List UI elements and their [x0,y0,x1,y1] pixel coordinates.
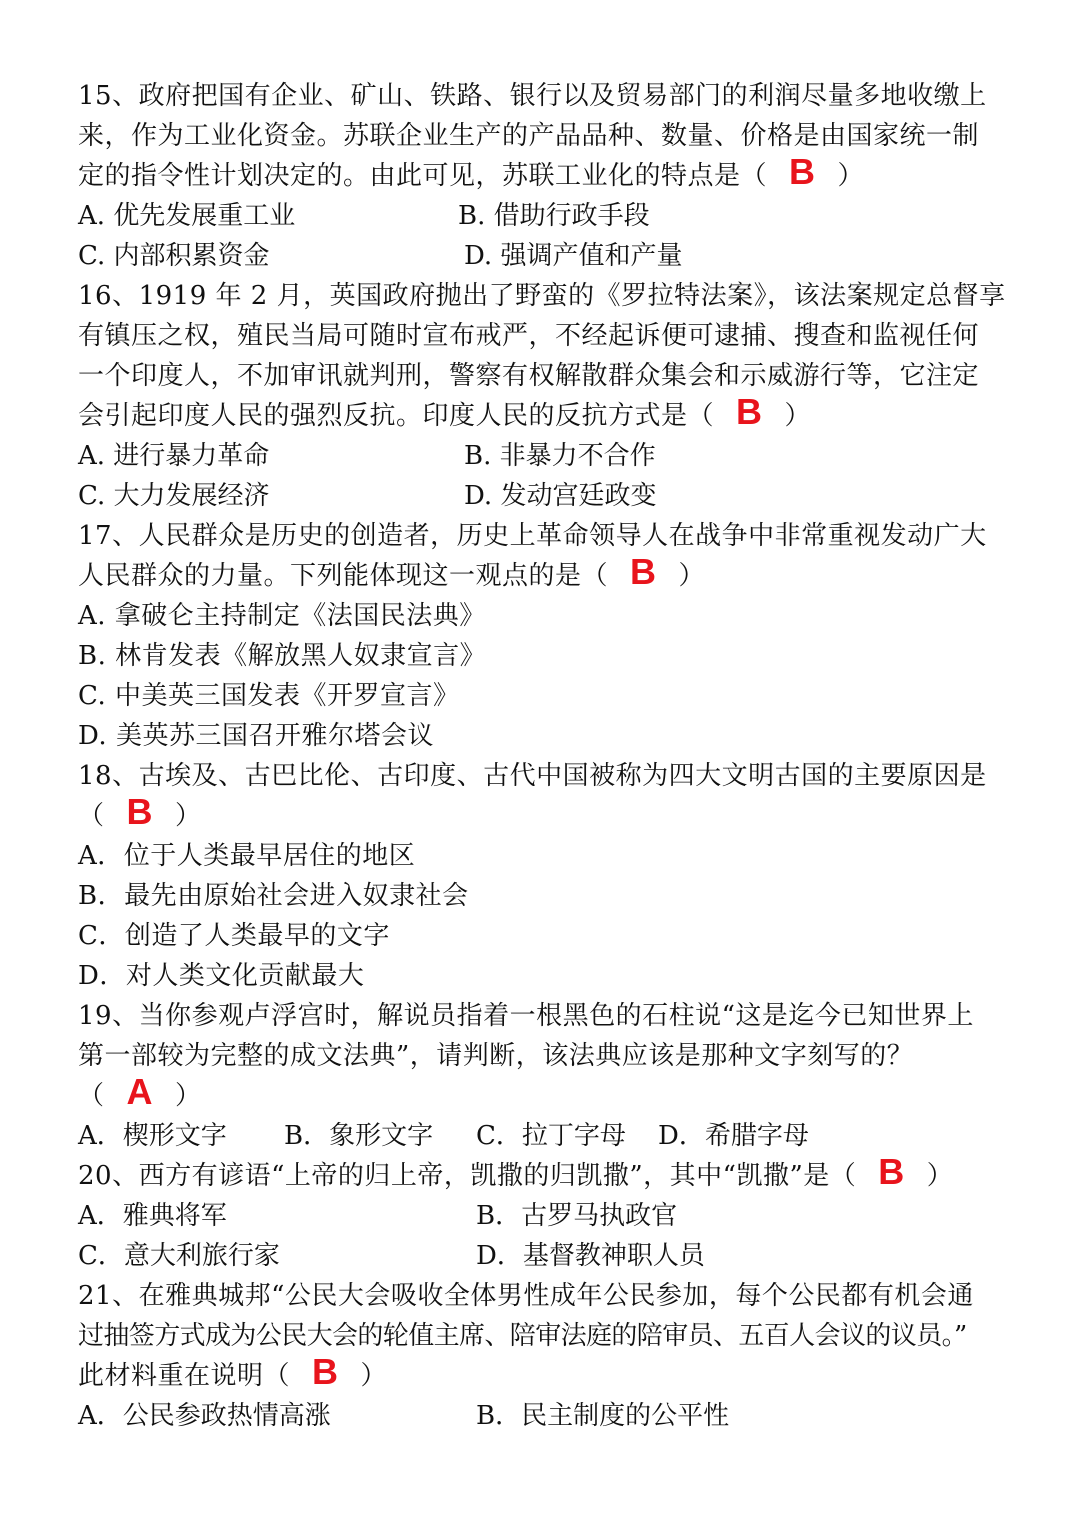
option-a: A．公民参政热情高涨 [78,1401,331,1431]
answer-mark: B [312,1351,339,1392]
option-d: D．对人类文化贡献最大 [78,961,365,991]
question-21 [78,1276,1020,1436]
answer-mark: B [736,391,763,432]
options-row [78,1116,1020,1156]
question-text-line: 18、古埃及、古巴比伦、古印度、古代中国被称为四大文明古国的主要原因是 [78,761,987,791]
option-a: A. 拿破仑主持制定《法国民法典》 [78,601,486,631]
option-b: B．象形文字 [284,1121,434,1151]
answer-mark: B [878,1151,905,1192]
question-text-line: 定的指令性计划决定的。由此可见，苏联工业化的特点是（ B ） [78,151,865,192]
options-row [78,236,1020,276]
options-row [78,476,1020,516]
question-18 [78,756,1020,996]
option-c: C. 中美英三国发表《开罗宣言》 [78,681,460,711]
option-c: C. 内部积累资金 [78,241,270,271]
option-a: A．雅典将军 [78,1201,227,1231]
option-d: D. 发动宫廷政变 [464,481,657,511]
question-text-line: 第一部较为完整的成文法典”，请判断，该法典应该是那种文字刻写的？ [78,1041,914,1071]
option-c: C. 大力发展经济 [78,481,270,511]
option-b: B. 非暴力不合作 [464,441,656,471]
option-a: A. 优先发展重工业 [78,201,296,231]
options-row [78,1236,1020,1276]
option-c: C．创造了人类最早的文字 [78,921,390,951]
answer-mark: B [789,151,816,192]
answer-mark: A [126,1071,154,1112]
options-row [78,1196,1020,1236]
question-text-line: 20、西方有谚语“上帝的归上帝，凯撒的归凯撒”，其中“凯撒”是（ B ） [78,1151,954,1192]
option-d: D. 强调产值和产量 [464,241,683,271]
option-b: B. 林肯发表《解放黑人奴隶宣言》 [78,641,487,671]
question-text-line: 来，作为工业化资金。苏联企业生产的产品品种、数量、价格是由国家统一制 [78,121,980,151]
question-text-line: （ A ） [78,1071,202,1112]
question-text-line: （ B ） [78,791,202,832]
question-text-line: 19、当你参观卢浮宫时，解说员指着一根黑色的石柱说“这是迄今已知世界上 [78,1001,974,1031]
question-17 [78,516,1020,756]
question-text-line: 有镇压之权，殖民当局可随时宣布戒严，不经起诉便可逮捕、搜查和监视任何 [78,321,980,351]
question-text-line: 人民群众的力量。下列能体现这一观点的是（ B ） [78,551,706,592]
option-d: D. 美英苏三国召开雅尔塔会议 [78,721,434,751]
question-text-line: 一个印度人，不加审讯就判刑，警察有权解散群众集会和示威游行等，它注定 [78,361,980,391]
question-text-line: 过抽签方式成为公民大会的轮值主席、陪审法庭的陪审员、五百人会议的议员。” [78,1321,967,1351]
options-row [78,196,1020,236]
answer-mark: B [126,791,154,832]
option-b: B．民主制度的公平性 [476,1401,730,1431]
option-a: A. 进行暴力革命 [78,441,270,471]
question-text-line: 21、在雅典城邦“公民大会吸收全体男性成年公民参加，每个公民都有机会通 [78,1281,974,1311]
option-b: B. 借助行政手段 [458,201,650,231]
option-d: D．希腊字母 [658,1121,809,1151]
option-a: A．位于人类最早居住的地区 [78,841,416,871]
options-row [78,1396,1020,1436]
option-c: C．拉丁字母 [476,1121,626,1151]
question-text-line: 17、人民群众是历史的创造者，历史上革命领导人在战争中非常重视发动广大 [78,521,987,551]
option-b: B．最先由原始社会进入奴隶社会 [78,881,469,911]
question-20 [78,1151,1020,1276]
question-text-line: 16、1919 年 2 月，英国政府抛出了野蛮的《罗拉特法案》，该法案规定总督享 [78,281,1006,311]
option-c: C．意大利旅行家 [78,1241,280,1271]
question-19 [78,996,1020,1156]
question-16 [78,276,1020,516]
option-d: D．基督教神职人员 [476,1241,705,1271]
answer-mark: B [630,551,657,592]
question-15 [78,76,1020,276]
options-row [78,436,1020,476]
question-text-line: 此材料重在说明（ B ） [78,1351,388,1392]
option-a: A．楔形文字 [78,1121,227,1151]
question-text-line: 会引起印度人民的强烈反抗。印度人民的反抗方式是（ B ） [78,391,812,432]
question-text-line: 15、政府把国有企业、矿山、铁路、银行以及贸易部门的利润尽量多地收缴上 [78,81,987,111]
option-b: B．古罗马执政官 [476,1201,678,1231]
